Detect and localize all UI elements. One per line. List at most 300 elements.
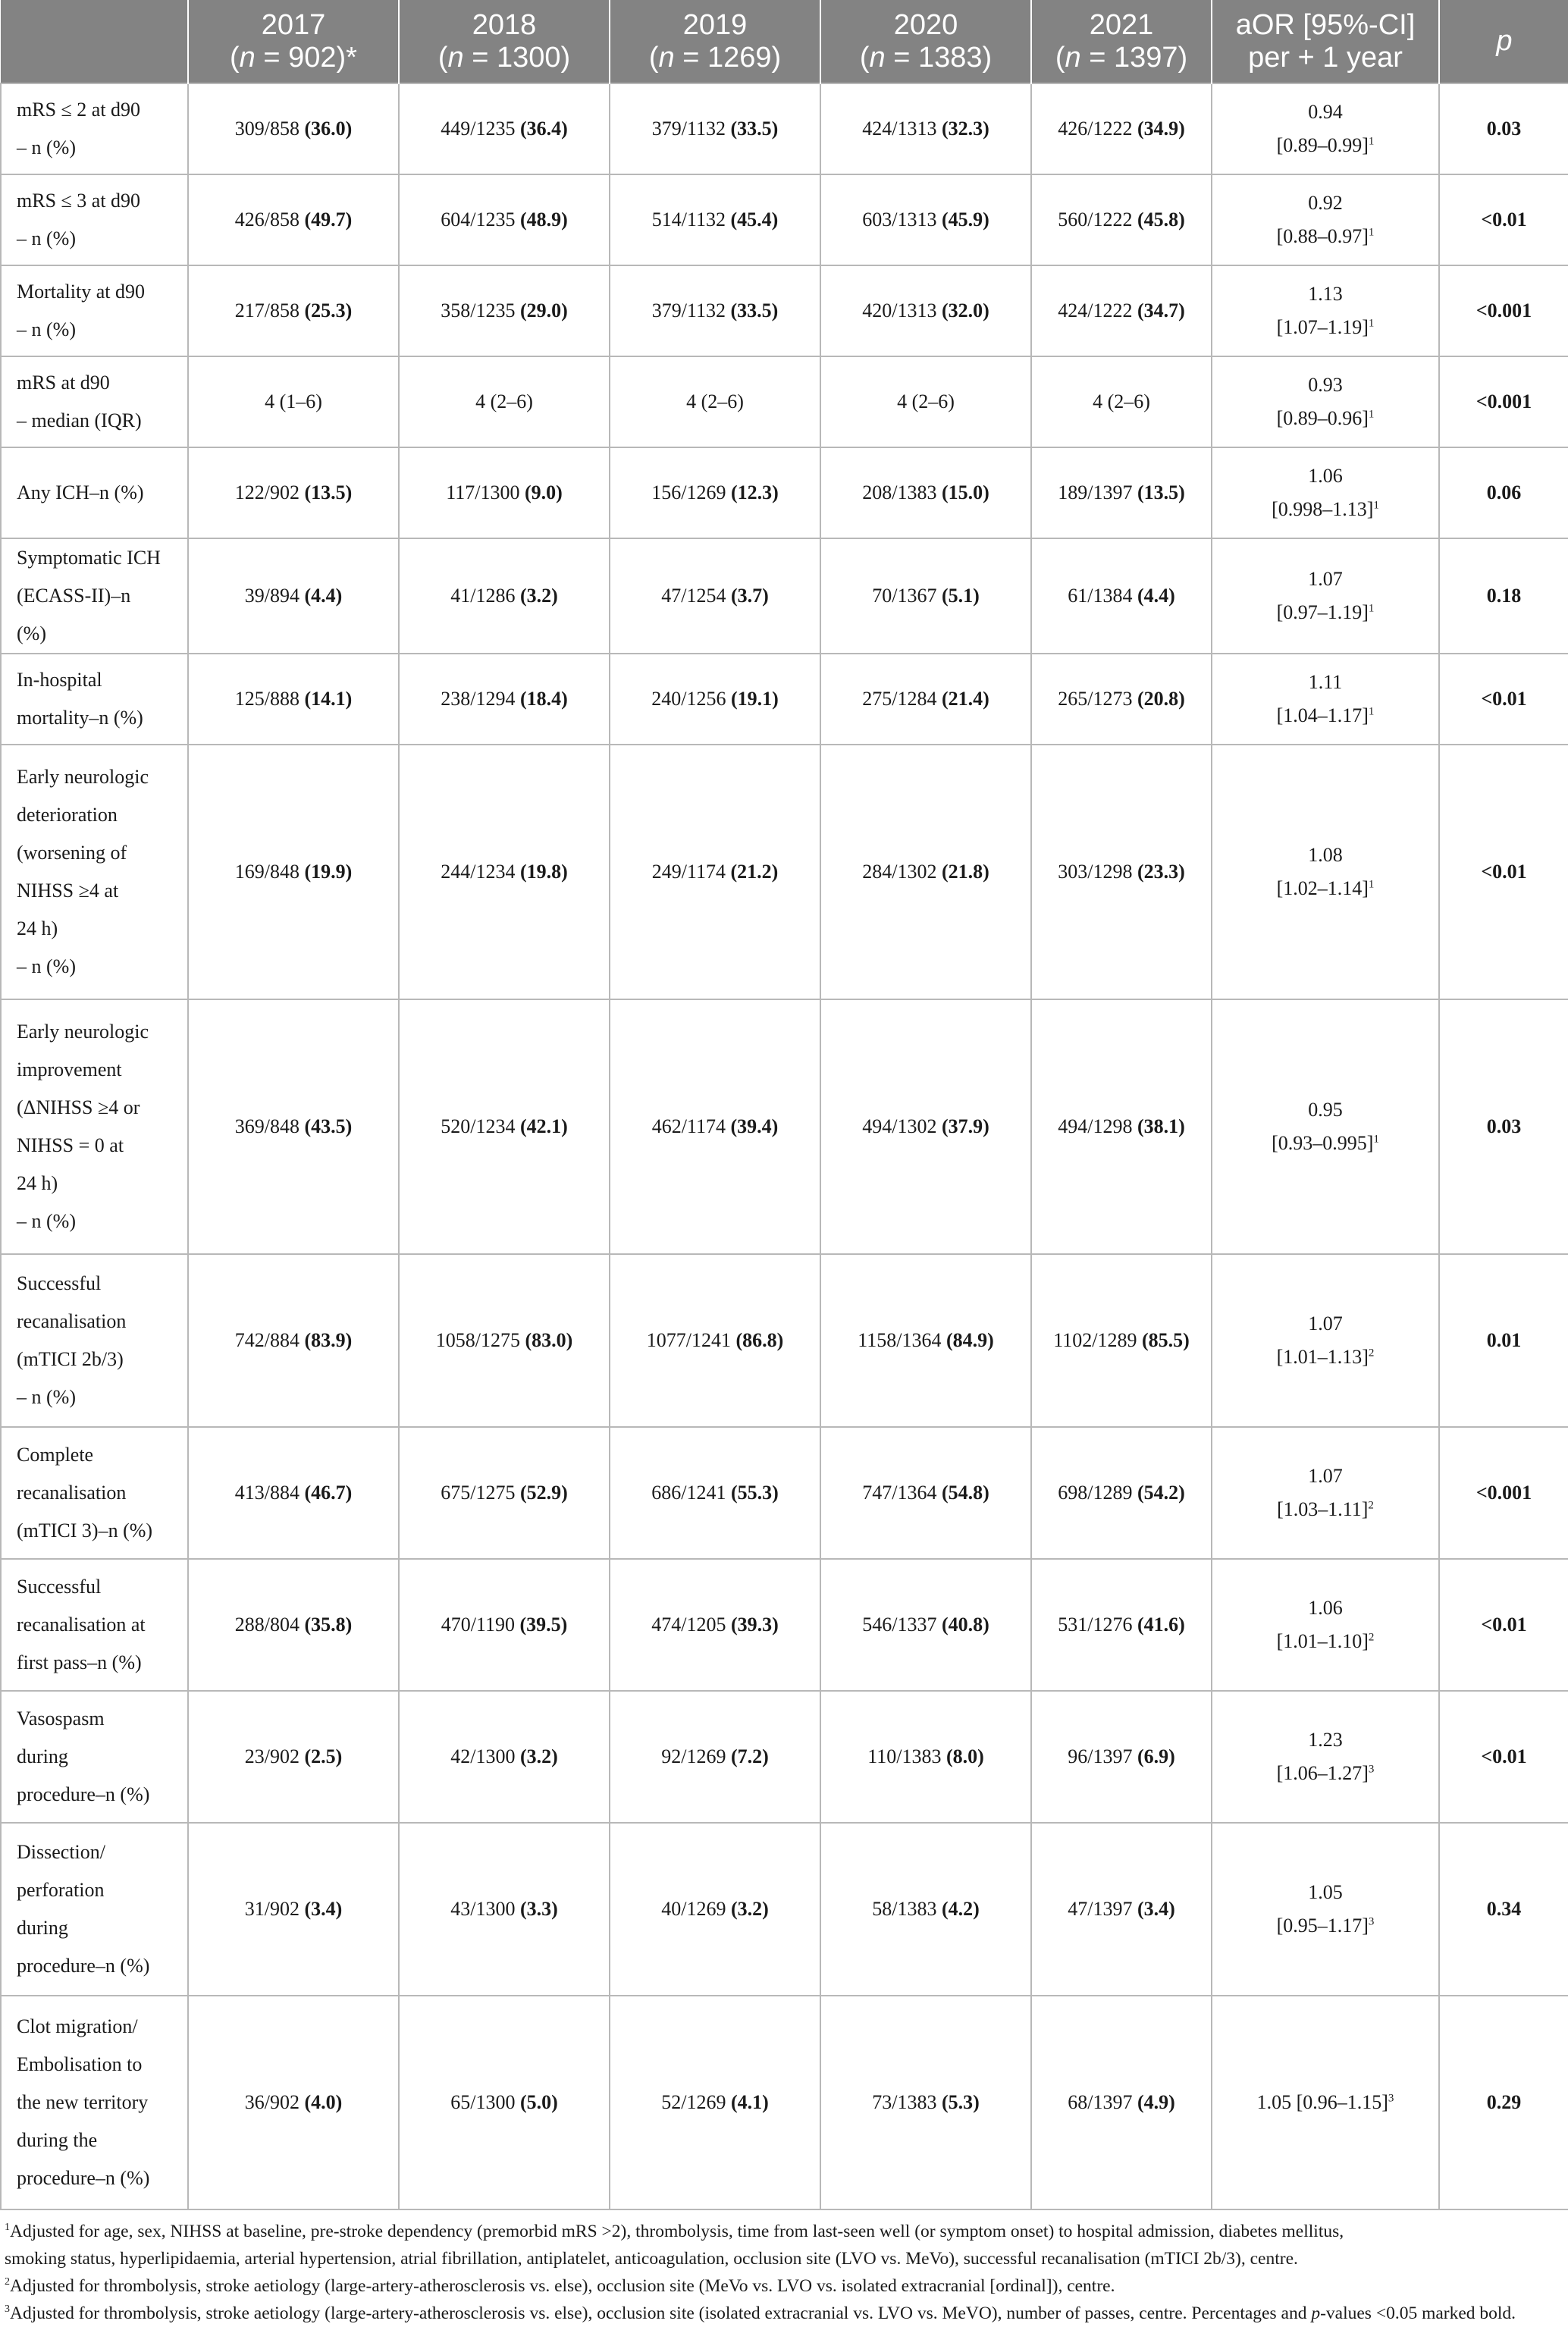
cell-percent: (4.0) (304, 2091, 343, 2113)
cell-count: 284/1302 (862, 861, 942, 883)
header-n (196, 42, 390, 74)
cell-count: 470/1190 (441, 1614, 520, 1635)
cell-count: 238/1294 (441, 688, 520, 710)
cell-percent: (34.7) (1137, 299, 1185, 321)
cell-count: 189/1397 (1058, 481, 1137, 503)
data-cell (610, 1823, 820, 1996)
aor-line: 1.06 (1308, 1597, 1343, 1619)
row-label (1, 265, 188, 356)
cell-percent: (21.2) (730, 861, 779, 883)
data-cell (188, 447, 399, 538)
cell-percent: (4.4) (304, 585, 343, 607)
data-cell (820, 1996, 1031, 2209)
p-value: <0.01 (1439, 745, 1568, 999)
footnote-text: Adjusted for thrombolysis, stroke aetiology (large-artery-atherosclerosis vs. else), occlusion site (MeVo vs. LVO vs. isolated extracranial [ordinal]), centre. (10, 2276, 1115, 2296)
cell-percent: (34.9) (1137, 118, 1185, 140)
row-label-line: Mortality at d90 (17, 281, 145, 303)
data-cell (399, 1427, 610, 1559)
cell-count: 474/1205 (651, 1614, 731, 1635)
header-year-2018 (399, 0, 610, 83)
cell-count: 424/1313 (862, 118, 942, 140)
row-label-line: Symptomatic ICH (17, 547, 161, 569)
cell-count: 61/1384 (1068, 585, 1137, 607)
aor-line: [0.89–0.99] (1276, 134, 1369, 156)
cell-percent: (21.4) (941, 688, 989, 710)
cell-count: 39/894 (244, 585, 305, 607)
cell-percent: (6.9) (1137, 1745, 1175, 1767)
cell-percent: (54.2) (1137, 1482, 1185, 1504)
row-label (1, 356, 188, 447)
data-cell (1031, 745, 1212, 999)
cell-count: 52/1269 (661, 2091, 731, 2113)
cell-count: 92/1269 (661, 1745, 731, 1767)
cell-count: 309/858 (234, 118, 305, 140)
row-label-line: In-hospital (17, 669, 102, 691)
data-cell (610, 83, 820, 174)
aor-cell (1212, 538, 1439, 654)
aor-footnote-mark: 1 (1368, 135, 1375, 148)
header-n-value: = 902)* (255, 41, 357, 74)
cell-percent: (39.5) (519, 1614, 568, 1635)
data-cell (399, 265, 610, 356)
aor-line: 1.07 (1308, 568, 1343, 590)
cell-count: 122/902 (234, 481, 305, 503)
data-cell (188, 654, 399, 745)
aor-footnote-mark: 3 (1368, 1763, 1375, 1776)
aor-line: 1.11 (1308, 671, 1343, 693)
p-value: <0.001 (1439, 1427, 1568, 1559)
p-value: <0.001 (1439, 265, 1568, 356)
data-cell (820, 1823, 1031, 1996)
cell-percent: (4.9) (1137, 2091, 1175, 2113)
cell-percent: (83.0) (525, 1329, 573, 1351)
aor-line: 1.07 (1308, 1312, 1343, 1334)
cell-percent: (7.2) (730, 1745, 769, 1767)
cell-count: 520/1234 (441, 1115, 520, 1137)
aor-line: 0.93 (1308, 374, 1343, 396)
row-label-line: – n (%) (17, 1210, 76, 1232)
row-label (1, 83, 188, 174)
row-label-line: mortality–n (%) (17, 707, 143, 729)
row-label-line: Successful (17, 1272, 102, 1294)
row-label-line: procedure–n (%) (17, 1955, 150, 1977)
row-label (1, 174, 188, 265)
cell-percent: (45.4) (730, 209, 779, 231)
data-cell (399, 1691, 610, 1823)
header-n-italic: n (239, 41, 256, 74)
aor-cell (1212, 654, 1439, 745)
row-label-line: recanalisation (17, 1310, 127, 1332)
row-label-line: Clot migration/ (17, 2015, 138, 2037)
cell-percent: (2.5) (304, 1745, 343, 1767)
aor-footnote-mark: 1 (1368, 878, 1375, 891)
aor-cell (1212, 356, 1439, 447)
cell-count: 686/1241 (651, 1482, 731, 1504)
data-cell (399, 999, 610, 1254)
cell-percent: (49.7) (304, 209, 353, 231)
data-cell (188, 83, 399, 174)
aor-footnote-mark: 3 (1368, 1915, 1375, 1928)
cell-percent: (13.5) (304, 481, 353, 503)
cell-count: 217/858 (234, 299, 305, 321)
cell-percent: (42.1) (519, 1115, 568, 1137)
header-year-2020 (820, 0, 1031, 83)
aor-cell (1212, 999, 1439, 1254)
aor-line: [1.01–1.13] (1276, 1346, 1369, 1368)
row-label-line: mRS ≤ 3 at d90 (17, 190, 141, 212)
data-cell (1031, 83, 1212, 174)
data-cell (820, 1427, 1031, 1559)
cell-percent: (32.3) (941, 118, 989, 140)
row-label-line: (%) (17, 623, 46, 644)
data-cell (820, 83, 1031, 174)
data-cell (399, 654, 610, 745)
data-cell (610, 356, 820, 447)
cell-count: 420/1313 (862, 299, 942, 321)
table-row (1, 83, 1568, 174)
header-n-value: = 1300) (463, 41, 571, 74)
cell-percent: (38.1) (1137, 1115, 1185, 1137)
header-year-2017 (188, 0, 399, 83)
header-aor (1212, 0, 1439, 83)
data-cell (820, 538, 1031, 654)
header-year: 2019 (682, 8, 748, 41)
data-cell (188, 174, 399, 265)
header-n-open: ( (859, 41, 870, 74)
aor-line: 1.07 (1308, 1465, 1343, 1487)
cell-percent: (19.1) (730, 688, 779, 710)
cell-count: 65/1300 (450, 2091, 520, 2113)
row-label-line: procedure–n (%) (17, 1783, 150, 1805)
header-n-value: = 1397) (1080, 41, 1188, 74)
cell-percent: (21.8) (941, 861, 989, 883)
cell-percent: (83.9) (304, 1329, 353, 1351)
cell-count: 4 (2–6) (1093, 390, 1150, 412)
row-label-line: 24 h) (17, 917, 58, 939)
cell-count: 1058/1275 (435, 1329, 525, 1351)
p-value: <0.01 (1439, 1691, 1568, 1823)
data-cell (399, 356, 610, 447)
row-label-line: during (17, 1745, 68, 1767)
cell-percent: (3.2) (519, 1745, 558, 1767)
header-p-label: p (1496, 25, 1513, 57)
footnote-mark: 1 (5, 2222, 10, 2234)
data-cell (610, 999, 820, 1254)
cell-percent: (3.2) (519, 585, 558, 607)
data-cell (188, 1559, 399, 1691)
row-label-line: Complete (17, 1444, 94, 1466)
data-cell (1031, 356, 1212, 447)
data-cell (399, 174, 610, 265)
header-n-italic: n (869, 41, 886, 74)
cell-count: 494/1302 (862, 1115, 942, 1137)
aor-line: [0.97–1.19] (1276, 601, 1369, 623)
cell-percent: (5.3) (941, 2091, 980, 2113)
data-cell (610, 447, 820, 538)
data-cell (820, 1559, 1031, 1691)
cell-percent: (3.4) (1137, 1898, 1175, 1920)
header-row (1, 0, 1568, 83)
aor-cell (1212, 447, 1439, 538)
aor-line: [0.95–1.17] (1276, 1915, 1369, 1937)
cell-count: 36/902 (244, 2091, 305, 2113)
footnote-italic: p (1311, 2303, 1321, 2323)
footnote-line (5, 2303, 1320, 2323)
cell-percent: (25.3) (304, 299, 353, 321)
aor-cell (1212, 745, 1439, 999)
footnote-line (5, 2245, 1563, 2272)
aor-line: 1.06 (1308, 465, 1343, 487)
data-cell (1031, 538, 1212, 654)
data-cell (610, 174, 820, 265)
header-n-open: ( (437, 41, 448, 74)
cell-percent: (18.4) (519, 688, 568, 710)
data-cell (1031, 447, 1212, 538)
data-cell (1031, 1559, 1212, 1691)
row-label-line: procedure–n (%) (17, 2167, 150, 2189)
row-label (1, 1559, 188, 1691)
row-label-line: deterioration (17, 804, 118, 826)
data-cell (1031, 1427, 1212, 1559)
data-cell (820, 745, 1031, 999)
row-label-line: during the (17, 2129, 98, 2151)
aor-line: [0.88–0.97] (1276, 225, 1369, 247)
table-row (1, 174, 1568, 265)
cell-count: 169/848 (234, 861, 305, 883)
row-label-line: Early neurologic (17, 766, 149, 788)
cell-count: 275/1284 (862, 688, 942, 710)
cell-percent: (3.4) (304, 1898, 343, 1920)
row-label-line: mRS at d90 (17, 372, 110, 394)
cell-percent: (12.3) (730, 481, 779, 503)
data-cell (188, 1427, 399, 1559)
p-value: 0.18 (1439, 538, 1568, 654)
row-label-line: (ΔNIHSS ≥4 or (17, 1096, 140, 1118)
data-cell (188, 1996, 399, 2209)
header-n-italic: n (658, 41, 675, 74)
cell-percent: (5.1) (941, 585, 980, 607)
row-label (1, 1691, 188, 1823)
cell-percent: (9.0) (524, 481, 563, 503)
data-cell (610, 538, 820, 654)
row-label (1, 999, 188, 1254)
row-label-line: – n (%) (17, 136, 76, 158)
header-n-open: ( (230, 41, 240, 74)
data-cell (610, 1691, 820, 1823)
header-n-open: ( (1055, 41, 1065, 74)
cell-count: 4 (2–6) (897, 390, 955, 412)
aor-line: [1.03–1.11] (1277, 1498, 1369, 1520)
table-row (1, 654, 1568, 745)
footnote-mark: 2 (5, 2276, 10, 2288)
row-label-line: Early neurologic (17, 1021, 149, 1043)
data-cell (188, 1823, 399, 1996)
data-cell (399, 1559, 610, 1691)
row-label-line: during (17, 1917, 68, 1939)
p-value: 0.34 (1439, 1823, 1568, 1996)
data-cell (610, 1559, 820, 1691)
data-cell (188, 356, 399, 447)
cell-percent: (29.0) (519, 299, 568, 321)
table-row (1, 1254, 1568, 1427)
row-label-line: 24 h) (17, 1172, 58, 1194)
row-label-line: (ECASS-II)–n (17, 585, 131, 607)
cell-percent: (43.5) (304, 1115, 353, 1137)
header-aor-line1: aOR [95%-CI] (1235, 8, 1416, 41)
cell-percent: (36.4) (519, 118, 568, 140)
p-value: 0.03 (1439, 83, 1568, 174)
header-label-cell (1, 0, 188, 83)
p-value: <0.01 (1439, 174, 1568, 265)
row-label-line: – n (%) (17, 955, 76, 977)
row-label-line: – n (%) (17, 318, 76, 340)
aor-line: [1.04–1.17] (1276, 704, 1369, 726)
data-cell (1031, 1823, 1212, 1996)
row-label (1, 1254, 188, 1427)
data-cell (820, 447, 1031, 538)
header-year: 2020 (893, 8, 958, 41)
cell-count: 208/1383 (862, 481, 942, 503)
aor-footnote-mark: 2 (1368, 1499, 1374, 1512)
aor-footnote-mark: 2 (1368, 1631, 1375, 1644)
data-cell (399, 83, 610, 174)
cell-count: 742/884 (234, 1329, 305, 1351)
cell-percent: (52.9) (519, 1482, 568, 1504)
row-label (1, 654, 188, 745)
cell-count: 675/1275 (441, 1482, 520, 1504)
data-cell (610, 1427, 820, 1559)
row-label-line: Any ICH–n (%) (17, 481, 144, 503)
data-cell (1031, 265, 1212, 356)
header-year: 2018 (472, 8, 537, 41)
row-label-line: (worsening of (17, 842, 127, 864)
table-row (1, 745, 1568, 999)
cell-percent: (23.3) (1137, 861, 1185, 883)
header-n (829, 42, 1023, 74)
aor-footnote-mark: 2 (1368, 1347, 1375, 1360)
row-label-line: – median (IQR) (17, 409, 142, 431)
header-year: 2021 (1089, 8, 1154, 41)
header-year-2021 (1031, 0, 1212, 83)
row-label-line: perforation (17, 1879, 105, 1901)
data-cell (820, 654, 1031, 745)
cell-percent: (85.5) (1141, 1329, 1190, 1351)
p-value: 0.01 (1439, 1254, 1568, 1427)
header-n-value: = 1269) (674, 41, 782, 74)
cell-count: 4 (2–6) (475, 390, 533, 412)
cell-percent: (41.6) (1137, 1614, 1185, 1635)
data-cell (820, 356, 1031, 447)
footnotes (0, 2210, 1568, 2327)
data-cell (610, 1254, 820, 1427)
cell-percent: (5.0) (519, 2091, 558, 2113)
cell-count: 42/1300 (450, 1745, 520, 1767)
cell-percent: (4.1) (730, 2091, 769, 2113)
cell-count: 1102/1289 (1053, 1329, 1142, 1351)
data-cell (399, 745, 610, 999)
row-label (1, 1427, 188, 1559)
table-row (1, 1427, 1568, 1559)
cell-percent: (33.5) (730, 118, 779, 140)
p-value: <0.001 (1439, 356, 1568, 447)
aor-footnote-mark: 1 (1368, 226, 1375, 239)
cell-count: 413/884 (234, 1482, 305, 1504)
cell-count: 426/858 (234, 209, 305, 231)
row-label (1, 1996, 188, 2209)
row-label-line: (mTICI 3)–n (%) (17, 1519, 153, 1541)
cell-count: 40/1269 (661, 1898, 731, 1920)
row-label-line: Dissection/ (17, 1841, 105, 1863)
aor-cell (1212, 1823, 1439, 1996)
aor-line: 1.23 (1308, 1729, 1343, 1751)
p-value: <0.01 (1439, 1559, 1568, 1691)
header-n-open: ( (648, 41, 659, 74)
data-cell (399, 1996, 610, 2209)
data-cell (188, 538, 399, 654)
aor-line: [1.02–1.14] (1276, 877, 1369, 899)
aor-footnote-mark: 1 (1368, 602, 1375, 615)
cell-count: 560/1222 (1058, 209, 1137, 231)
cell-percent: (84.9) (946, 1329, 994, 1351)
header-p (1439, 0, 1568, 83)
aor-cell (1212, 1254, 1439, 1427)
table-row (1, 1691, 1568, 1823)
data-cell (610, 745, 820, 999)
data-cell (820, 174, 1031, 265)
cell-count: 58/1383 (872, 1898, 942, 1920)
cell-count: 31/902 (244, 1898, 305, 1920)
aor-line: 0.92 (1308, 192, 1343, 214)
cell-percent: (39.4) (730, 1115, 779, 1137)
table-row (1, 1559, 1568, 1691)
data-cell (399, 1254, 610, 1427)
cell-percent: (8.0) (946, 1745, 984, 1767)
table-row (1, 265, 1568, 356)
footnote-text: Adjusted for age, sex, NIHSS at baseline, pre-stroke dependency (premorbid mRS >2), thrombolysis, time from last-seen well (or symptom onset) to hospital admission, diabetes mellitus, (10, 2222, 1344, 2241)
cell-count: 4 (1–6) (265, 390, 322, 412)
footnote-line (5, 2218, 1563, 2245)
aor-line: [0.89–0.96] (1276, 407, 1369, 429)
data-cell (1031, 174, 1212, 265)
aor-footnote-mark: 1 (1368, 705, 1375, 718)
aor-line: 0.95 (1308, 1099, 1343, 1121)
cell-percent: (36.0) (304, 118, 353, 140)
row-label-line: first pass–n (%) (17, 1651, 142, 1673)
data-cell (188, 1254, 399, 1427)
aor-line: 1.05 (1308, 1881, 1343, 1903)
data-cell (1031, 999, 1212, 1254)
cell-count: 70/1367 (872, 585, 942, 607)
data-cell (820, 999, 1031, 1254)
footnote-mark: 3 (5, 2303, 10, 2316)
row-label-line: mRS ≤ 2 at d90 (17, 99, 141, 121)
cell-count: 73/1383 (872, 2091, 942, 2113)
cell-count: 424/1222 (1058, 299, 1137, 321)
data-cell (1031, 654, 1212, 745)
data-cell (820, 1254, 1031, 1427)
cell-count: 531/1276 (1058, 1614, 1137, 1635)
row-label-line: recanalisation at (17, 1614, 146, 1635)
cell-count: 603/1313 (862, 209, 942, 231)
aor-footnote-mark: 3 (1388, 2092, 1394, 2105)
cell-count: 68/1397 (1068, 2091, 1137, 2113)
cell-count: 23/902 (244, 1745, 305, 1767)
cell-percent: (14.1) (304, 688, 353, 710)
cell-count: 47/1254 (661, 585, 731, 607)
cell-count: 249/1174 (651, 861, 731, 883)
row-label-line: the new territory (17, 2091, 149, 2113)
cell-percent: (86.8) (735, 1329, 784, 1351)
